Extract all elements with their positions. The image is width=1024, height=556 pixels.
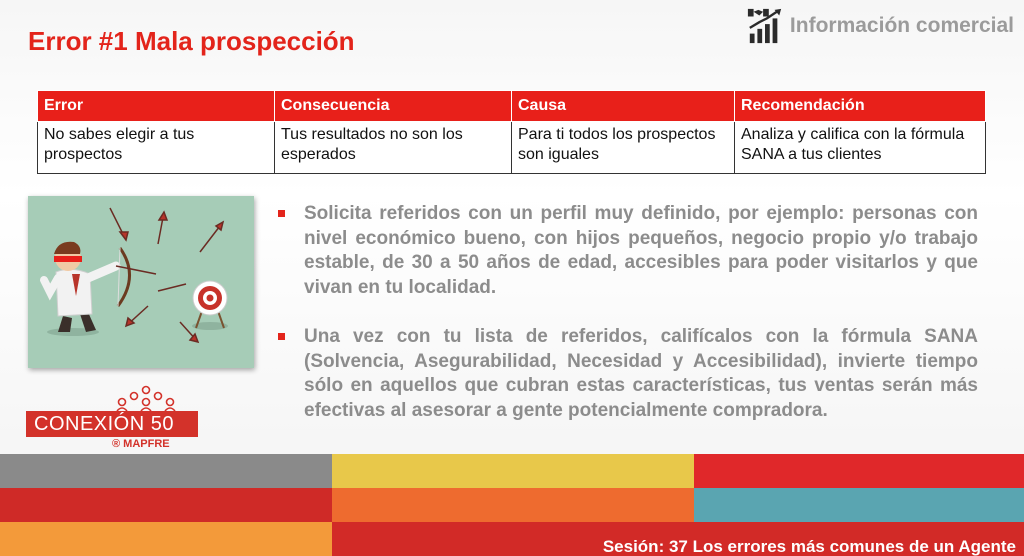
header-error: Error [38, 91, 275, 122]
mapfre-label: ® MAPFRE [112, 438, 170, 450]
conexion-50-logo [26, 384, 198, 450]
cell-causa: Para ti todos los prospectos son iguales [512, 122, 735, 174]
header-recomendacion: Recomendación [735, 91, 986, 122]
recommendation-list [276, 202, 978, 423]
people-network-icon [26, 384, 198, 412]
header-consecuencia: Consecuencia [275, 91, 512, 122]
cell-consecuencia: Tus resultados no son los esperados [275, 122, 512, 174]
handshake-chart-icon [746, 7, 784, 45]
list-item [276, 325, 978, 423]
page-title: Error #1 Mala prospección [28, 26, 355, 56]
archer-target-icon [28, 196, 254, 368]
brand-label: Información comercial [789, 14, 1014, 37]
error-table [37, 90, 986, 174]
bullet-square-icon [278, 210, 285, 217]
brand-header [746, 6, 1014, 46]
bullet-square-icon [278, 333, 285, 340]
list-item [276, 202, 978, 300]
cell-recomendacion: Analiza y califica con la fórmula SANA a tus clientes [735, 122, 986, 174]
blindfolded-archer-illustration [28, 196, 254, 368]
bullet-text: Solicita referidos con un perfil muy definido, por ejemplo: personas con nivel económico bueno, con hijos pequeños, negocio propio y/o trabajo estable, de 30 a 50 años de edad, accesibles para poder visitarlos y que vivan en tu localidad. [304, 203, 978, 298]
header-causa: Causa [512, 91, 735, 122]
bullet-text: Una vez con tu lista de referidos, califícalos con la fórmula SANA (Solvencia, Asegurabilidad, Necesidad y Accesibilidad), invierte tiempo sólo en aquellos que cubran estas características, tus ventas serán más efectivas al asesorar a gente potencialmente compradora. [304, 326, 978, 421]
table-row [38, 122, 986, 174]
table-header-row [38, 91, 986, 122]
session-label: Sesión: 37 Los errores más comunes de un Agente [602, 537, 1016, 556]
logo-name: CONEXIÓN 50 [26, 411, 198, 437]
cell-error: No sabes elegir a tus prospectos [38, 122, 275, 174]
